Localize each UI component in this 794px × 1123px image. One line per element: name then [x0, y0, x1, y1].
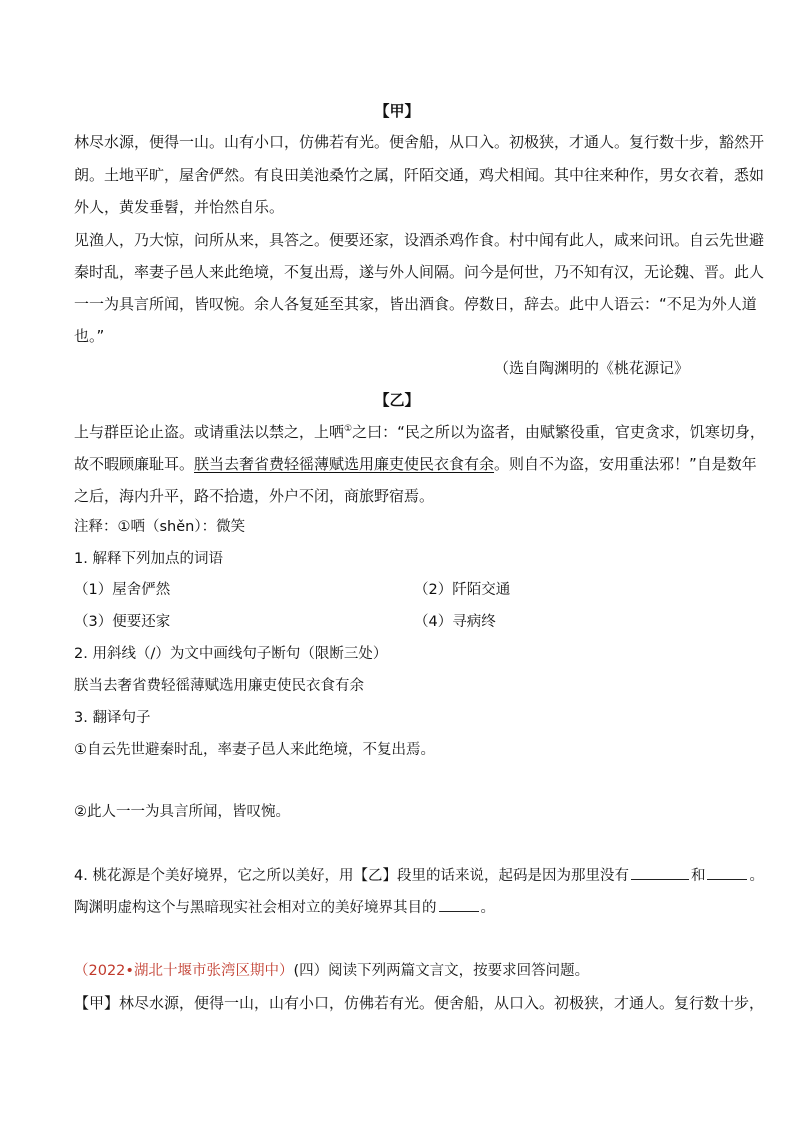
text-line	[74, 454, 757, 474]
text-span: (四）阅读下列两篇文言文，按要求回答问题。	[293, 963, 590, 979]
underlined-sentence: 朕当去奢省费轻徭薄赋选用廉吏使民衣食有余	[194, 455, 495, 473]
text-line	[74, 422, 765, 442]
answer-blank[interactable]	[631, 867, 689, 880]
q1-item: （1）屋舍俨然	[74, 582, 171, 598]
question-4-b	[74, 898, 495, 918]
text-line: 外人，黄发垂髫，并怡然自乐。	[74, 198, 285, 216]
question-2: 2. 用斜线（/）为文中画线句子断句（限断三处）	[74, 646, 388, 662]
text-span: 故不暇顾廉耻耳。	[74, 455, 195, 473]
footnote-marker: ①	[344, 424, 353, 434]
question-3-b: ②此人一一为具言所闻，皆叹惋。	[74, 804, 290, 820]
text-line: 见渔人，乃大惊，问所从来，具答之。便要还家，设酒杀鸡作食。村中闻有此人，咸来问讯。自云先世避	[74, 231, 765, 249]
answer-blank[interactable]	[707, 867, 747, 880]
q1-item: （2）阡陌交通	[414, 582, 511, 598]
text-span: 。	[480, 900, 495, 916]
text-span: 4. 桃花源是个美好境界，它之所以美好，用【乙】段里的话来说，起码是因为那里没有	[74, 868, 629, 884]
question-4	[74, 866, 764, 886]
text-line: 朗。土地平旷，屋舍俨然。有良田美池桑竹之属，阡陌交通，鸡犬相闻。其中往来种作，男女衣着，悉如	[74, 166, 765, 184]
text-span: 陶渊明虚构这个与黑暗现实社会相对立的美好境界其目的	[74, 900, 437, 916]
jia-source: （选自陶渊明的《桃花源记》	[493, 359, 689, 377]
text-line: 一一为具言所闻，皆叹惋。余人各复延至其家，皆出酒食。停数日，辞去。此中人语云：“不足为外人道	[74, 295, 757, 313]
question-3: 3. 翻译句子	[74, 710, 151, 726]
footnote: 注释：①哂（shěn）：微笑	[74, 519, 246, 535]
text-span: 之曰：“民之所以为盗者，由赋繁役重，官吏贪求，饥寒切身，	[352, 423, 765, 441]
text-line: 之后，海内升平，路不拾遗，外户不闭，商旅野宿焉。	[74, 487, 435, 505]
text-span: 上与群臣论止盗。或请重法以禁之，上哂	[74, 423, 345, 441]
next-section-header	[74, 961, 589, 981]
source-label: （2022•湖北十堰市张湾区期中）	[74, 963, 294, 979]
answer-blank[interactable]	[439, 899, 479, 912]
text-span: 和	[690, 868, 706, 884]
text-line: 秦时乱，率妻子邑人来此绝境，不复出焉，遂与外人间隔。问今是何世，乃不知有汉，无论魏、晋。此人	[74, 263, 765, 281]
yi-heading: 【乙】	[374, 391, 420, 409]
q1-item: （3）便要还家	[74, 614, 171, 630]
q1-item: （4）寻病终	[414, 614, 496, 630]
text-line: 也。”	[74, 327, 105, 345]
jia-heading: 【甲】	[374, 102, 420, 120]
next-section-line: 【甲】林尽水源，便得一山，山有小口，仿佛若有光。便舍船，从口入。初极狭，才通人。复行数十步，	[74, 994, 765, 1012]
question-2-text: 朕当去奢省费轻徭薄赋选用廉吏使民衣食有余	[74, 678, 364, 694]
text-span: 。	[749, 868, 764, 884]
question-3-a: ①自云先世避秦时乱，率妻子邑人来此绝境，不复出焉。	[74, 742, 435, 758]
text-span: 。则自不为盗，安用重法邪！”自是数年	[494, 455, 757, 473]
question-1: 1. 解释下列加点的词语	[74, 551, 223, 567]
text-line: 林尽水源，便得一山。山有小口，仿佛若有光。便舍船，从口入。初极狭，才通人。复行数十步，豁然开	[74, 133, 765, 151]
